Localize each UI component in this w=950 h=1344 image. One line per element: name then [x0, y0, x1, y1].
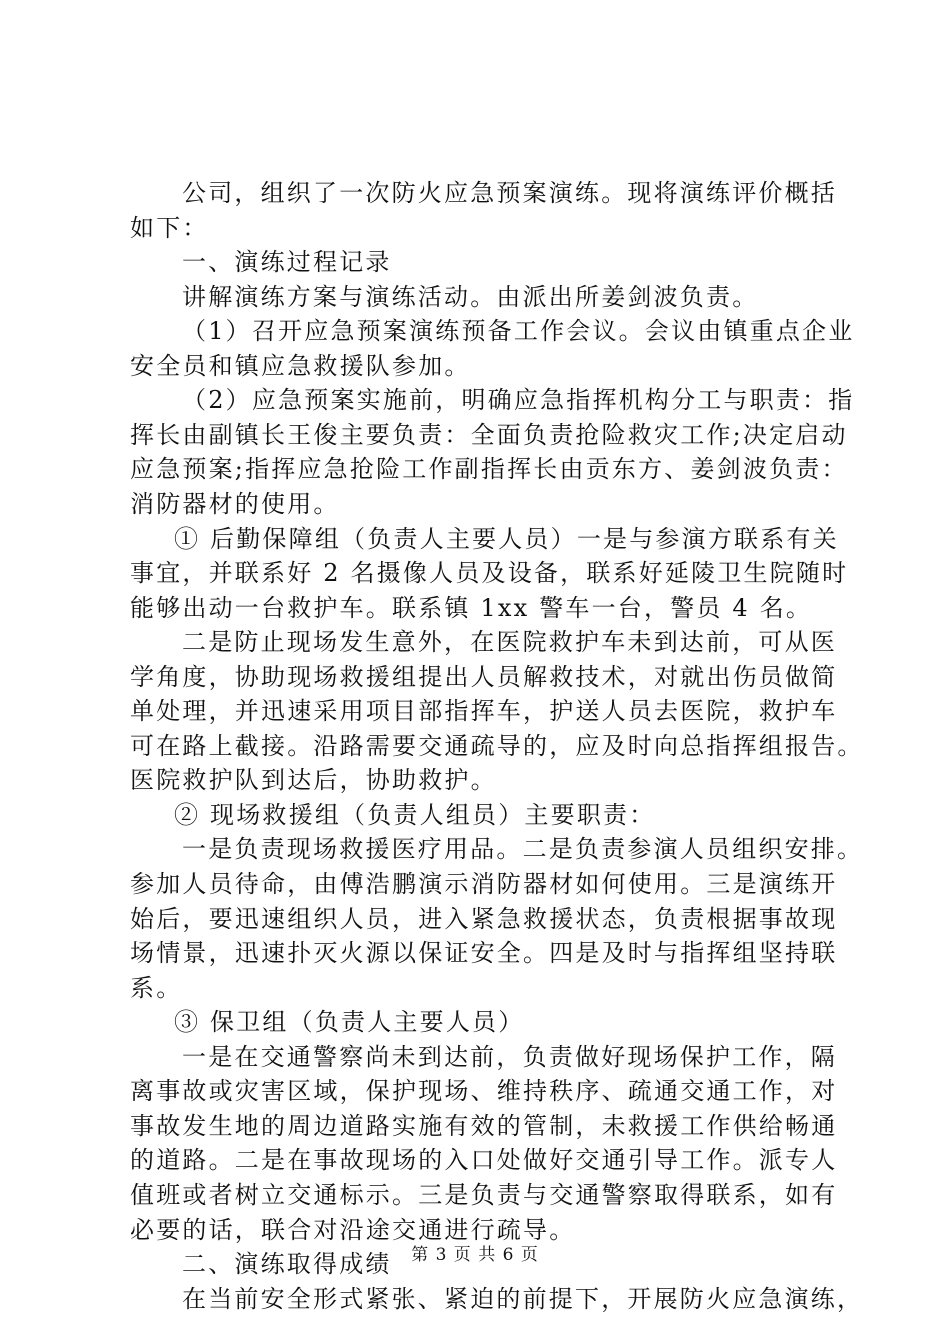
text-line: 一、演练过程记录	[182, 248, 392, 277]
page-footer: 第 3 页 共 6 页	[411, 1245, 539, 1265]
text-line: 消防器材的使用。	[130, 489, 340, 518]
text-line: 讲解演练方案与演练活动。由派出所姜剑波负责。	[182, 282, 759, 311]
text-line: 如下：	[130, 213, 209, 242]
text-line: 能够出动一台救护车。联系镇 1xx 警车一台，警员 4 名。	[130, 593, 813, 622]
text-line: 始后，要迅速组织人员，进入紧急救援状态，负责根据事故现	[130, 904, 838, 933]
text-line: 应急预案;指挥应急抢险工作副指挥长由贡东方、姜剑波负责：	[130, 455, 848, 484]
text-line: 公司，组织了一次防火应急预案演练。现将演练评价概括	[182, 179, 837, 207]
text-line: 必要的话，联合对沿途交通进行疏导。	[130, 1215, 576, 1244]
text-line: ③ 保卫组（负责人主要人员）	[174, 1008, 525, 1037]
text-line: 参加人员待命，由傅浩鹏演示消防器材如何使用。三是演练开	[130, 870, 838, 898]
text-line: 一是负责现场救援医疗用品。二是负责参演人员组织安排。	[182, 835, 864, 864]
text-line: 单处理，并迅速采用项目部指挥车，护送人员去医院，救护车	[130, 697, 838, 726]
text-line: 值班或者树立交通标示。三是负责与交通警察取得联系，如有	[130, 1180, 838, 1209]
text-line: ① 后勤保障组（负责人主要人员）一是与参演方联系有关	[174, 524, 839, 553]
text-line: 二、演练取得成绩	[182, 1250, 392, 1279]
text-line: 在当前安全形式紧张、紧迫的前提下，开展防火应急演练，	[182, 1284, 864, 1313]
text-line: 一是在交通警察尚未到达前，负责做好现场保护工作，隔	[182, 1042, 837, 1071]
text-line: 可在路上截接。沿路需要交通疏导的，应及时向总指挥组报告。	[130, 731, 864, 760]
text-line: 事宜，并联系好 2 名摄像人员及设备，联系好延陵卫生院随时	[130, 559, 849, 588]
text-line: 安全员和镇应急救援队参加。	[130, 351, 471, 380]
text-line: 事故发生地的周边道路实施有效的管制，未救援工作供给畅通	[130, 1111, 838, 1140]
text-line: 二是防止现场发生意外，在医院救护车未到达前，可从医	[182, 628, 837, 657]
text-line: 学角度，协助现场救援组提出人员解救技术，对就出伤员做简	[130, 662, 838, 691]
text-line: （1）召开应急预案演练预备工作会议。会议由镇重点企业	[182, 317, 855, 346]
text-line: 的道路。二是在事故现场的入口处做好交通引导工作。派专人	[130, 1146, 838, 1175]
text-line: 场情景，迅速扑灭火源以保证安全。四是及时与指挥组坚持联	[130, 939, 838, 968]
text-line: ② 现场救援组（负责人组员）主要职责：	[174, 800, 656, 829]
text-line: 医院救护队到达后，协助救护。	[130, 766, 497, 795]
text-line: （2）应急预案实施前，明确应急指挥机构分工与职责：指	[182, 386, 855, 415]
text-line: 离事故或灾害区域，保护现场、维持秩序、疏通交通工作，对	[130, 1077, 838, 1106]
text-line: 系。	[130, 973, 183, 1002]
text-line: 挥长由副镇长王俊主要负责：全面负责抢险救灾工作;决定启动	[130, 420, 848, 449]
